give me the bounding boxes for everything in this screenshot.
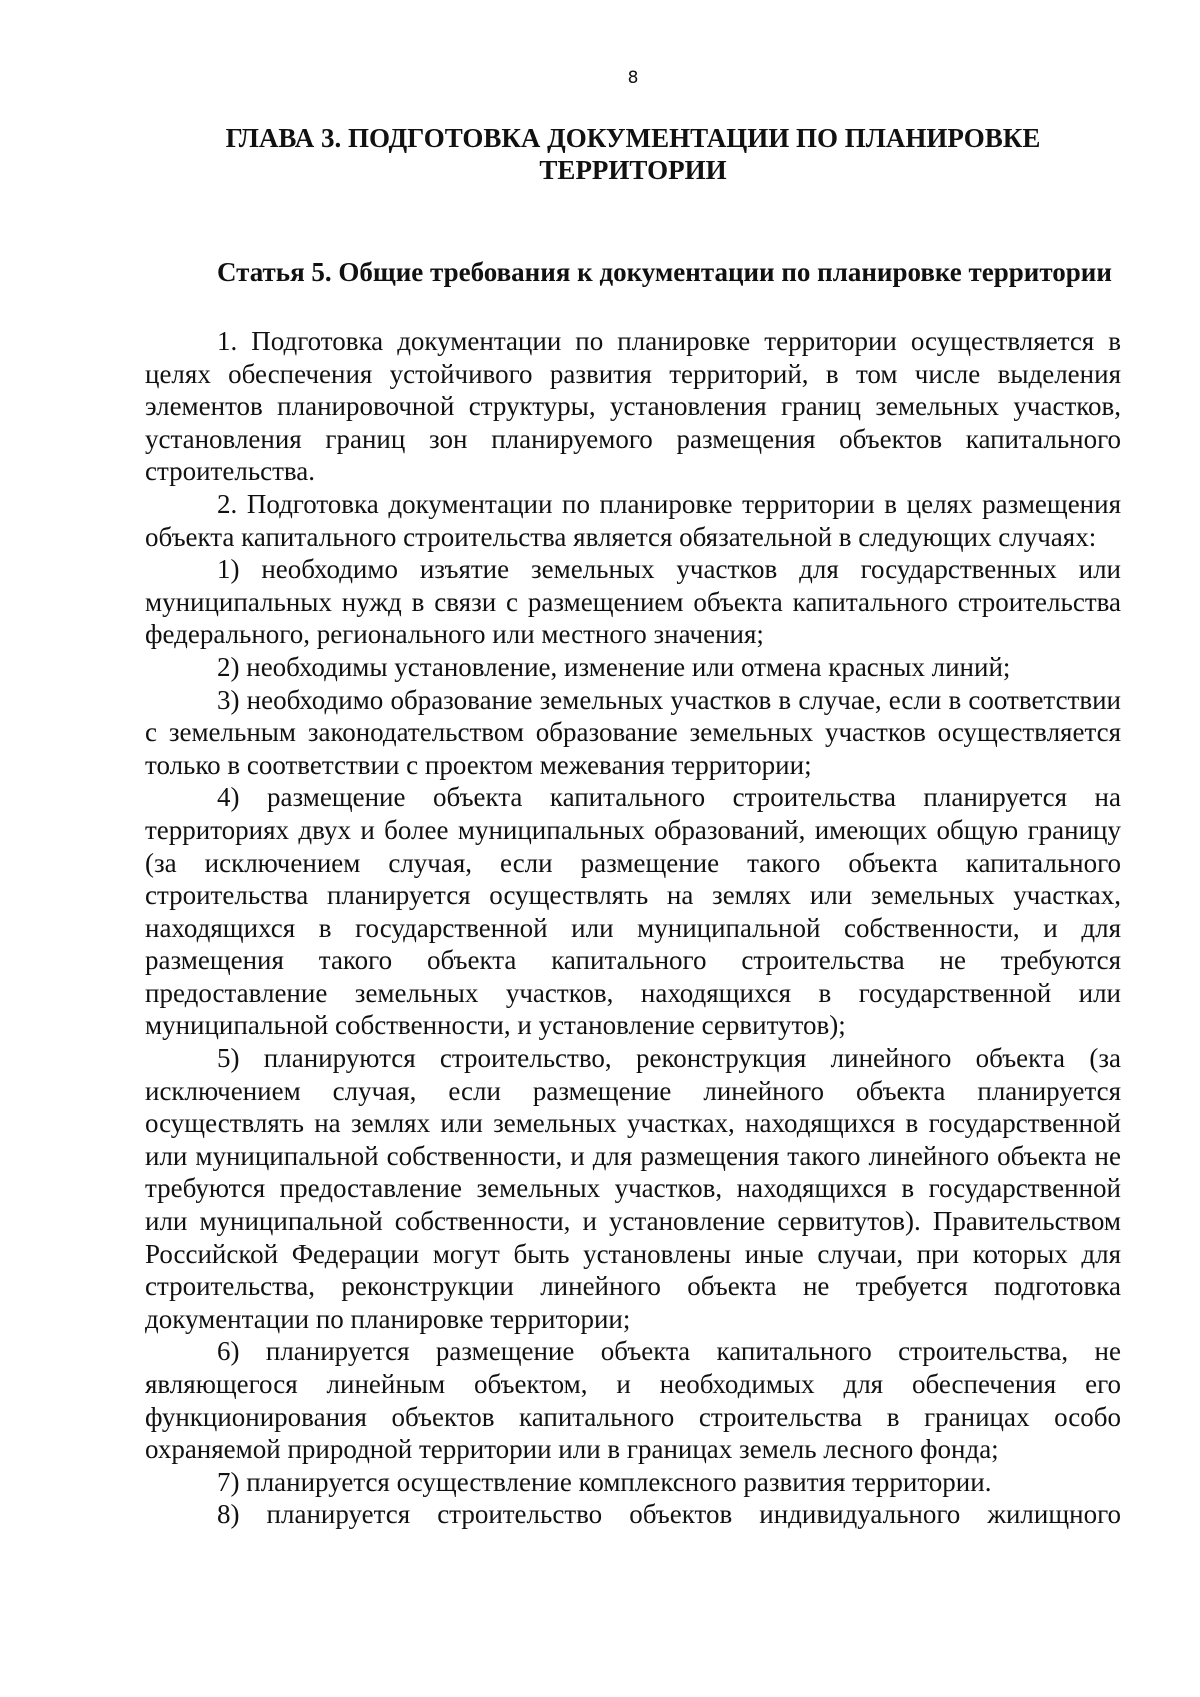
list-item-1: 1) необходимо изъятие земельных участков для государственных или муниципальных нужд в связи с размещением объекта капитального строительства федерального, регионального или местного значения;: [145, 554, 1121, 650]
article-body: [145, 325, 1121, 1531]
article-title: Статья 5. Общие требования к документации по планировке территории: [217, 257, 1112, 287]
list-item-6: 6) планируется размещение объекта капитального строительства, не являющегося линейным объектом, и необходимых для обеспечения его функционирования объектов капитального строительства в границах особо охраняемой природной территории или в границах земель лесного фонда;: [145, 1336, 1121, 1465]
page-number: 8: [627, 68, 639, 88]
chapter-title: [145, 122, 1121, 186]
chapter-title-line-2: ТЕРРИТОРИИ: [539, 155, 727, 185]
list-item-3: 3) необходимо образование земельных участков в случае, если в соответствии с земельным законодательством образование земельных участков осуществляется только в соответствии с проектом межевания территории;: [145, 684, 1121, 780]
paragraph-2: 2. Подготовка документации по планировке территории в целях размещения объекта капитального строительства является обязательной в следующих случаях:: [145, 488, 1121, 552]
paragraph-1: 1. Подготовка документации по планировке территории осуществляется в целях обеспечения устойчивого развития территорий, в том числе выделения элементов планировочной структуры, установления границ земельных участков, установления границ зон планируемого размещения объектов капитального строительства.: [145, 326, 1121, 487]
list-item-2: 2) необходимы установление, изменение или отмена красных линий;: [217, 651, 1011, 682]
chapter-title-line-1: ГЛАВА 3. ПОДГОТОВКА ДОКУМЕНТАЦИИ ПО ПЛАНИРОВКЕ: [225, 123, 1041, 153]
document-page: [145, 66, 1121, 1531]
list-item-5: 5) планируются строительство, реконструкция линейного объекта (за исключением случая, если размещение линейного объекта планируется осуществлять на землях или земельных участках, находящихся в государственной или муниципальной собственности, и для размещения такого линейного объекта не требуются предоставление земельных участков, находящихся в государственной или муниципальной собственности, и установление сервитутов). Правительством Российской Федерации могут быть установлены иные случаи, при которых для строительства, реконструкции линейного объекта не требуется подготовка документации по планировке территории;: [145, 1043, 1121, 1334]
list-item-4: 4) размещение объекта капитального строительства планируется на территориях двух и более муниципальных образований, имеющих общую границу (за исключением случая, если размещение такого объекта капитального строительства планируется осуществлять на землях или земельных участках, находящихся в государственной или муниципальной собственности, и для размещения такого объекта капитального строительства не требуются предоставление земельных участков, находящихся в государственной или муниципальной собственности, и установление сервитутов);: [145, 782, 1121, 1041]
list-item-7: 7) планируется осуществление комплексного развития территории.: [217, 1466, 992, 1497]
list-item-8: 8) планируется строительство объектов индивидуального жилищного: [217, 1499, 1121, 1530]
